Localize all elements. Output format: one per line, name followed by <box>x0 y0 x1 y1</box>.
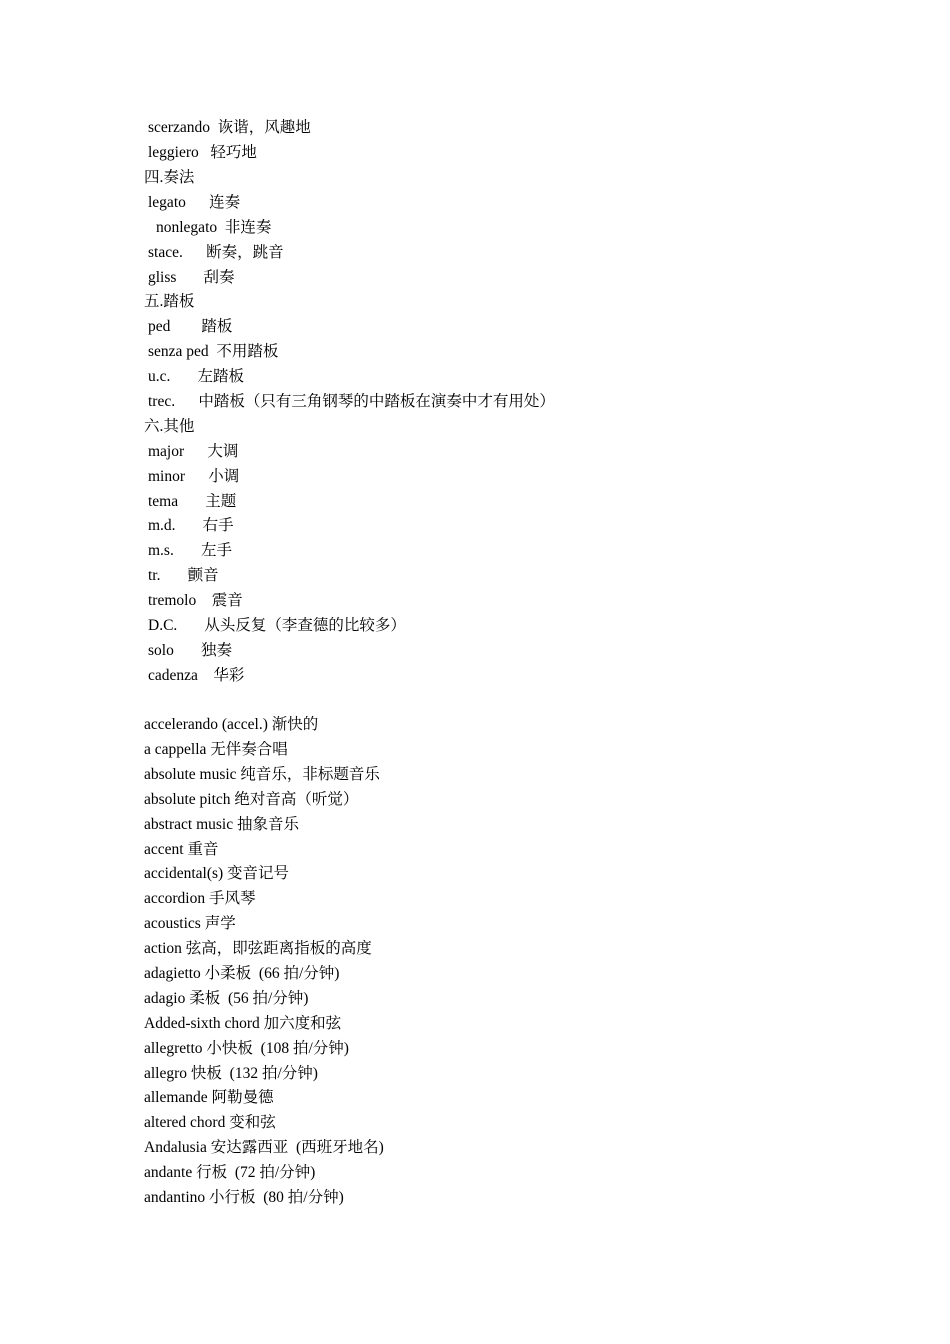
term-adagietto: adagietto 小柔板 (66 拍/分钟) <box>144 965 340 982</box>
term-tremolo: tremolo 震音 <box>148 592 243 609</box>
term-absolute-pitch: absolute pitch 绝对音高（听觉） <box>144 791 359 808</box>
term-major: major 大调 <box>148 443 239 460</box>
term-cadenza: cadenza 华彩 <box>148 667 245 684</box>
term-andantino: andantino 小行板 (80 拍/分钟) <box>144 1189 344 1206</box>
term-uc: u.c. 左踏板 <box>148 368 245 385</box>
term-scerzando: scerzando 诙谐，风趣地 <box>148 119 311 136</box>
term-tr: tr. 颤音 <box>148 567 219 584</box>
term-senza-ped: senza ped 不用踏板 <box>148 343 279 360</box>
term-andalusia: Andalusia 安达露西亚 (西班牙地名) <box>144 1139 384 1156</box>
term-stace: stace. 断奏，跳音 <box>148 244 284 261</box>
term-adagio: adagio 柔板 (56 拍/分钟) <box>144 990 309 1007</box>
term-andante: andante 行板 (72 拍/分钟) <box>144 1164 316 1181</box>
term-absolute-music: absolute music 纯音乐，非标题音乐 <box>144 766 380 783</box>
term-a-cappella: a cappella 无伴奏合唱 <box>144 741 288 758</box>
term-legato: legato 连奏 <box>148 194 241 211</box>
term-accent: accent 重音 <box>144 841 219 858</box>
term-abstract-music: abstract music 抽象音乐 <box>144 816 299 833</box>
term-solo: solo 独奏 <box>148 642 232 659</box>
term-ped: ped 踏板 <box>148 318 233 335</box>
term-accelerando: accelerando (accel.) 渐快的 <box>144 716 319 733</box>
section-heading-pedal: 五.踏板 <box>144 293 195 310</box>
term-allegretto: allegretto 小快板 (108 拍/分钟) <box>144 1040 349 1057</box>
term-added-sixth-chord: Added-sixth chord 加六度和弦 <box>144 1015 342 1032</box>
term-trec: trec. 中踏板（只有三角钢琴的中踏板在演奏中才有用处） <box>148 393 555 410</box>
term-md: m.d. 右手 <box>148 517 234 534</box>
term-altered-chord: altered chord 变和弦 <box>144 1114 276 1131</box>
term-allegro: allegro 快板 (132 拍/分钟) <box>144 1065 318 1082</box>
term-minor: minor 小调 <box>148 468 240 485</box>
term-gliss: gliss 刮奏 <box>148 269 235 286</box>
section-heading-performance: 四.奏法 <box>144 169 195 186</box>
term-tema: tema 主题 <box>148 493 237 510</box>
term-accordion: accordion 手风琴 <box>144 890 256 907</box>
term-allemande: allemande 阿勒曼德 <box>144 1089 274 1106</box>
term-dc: D.C. 从头反复（李查德的比较多） <box>148 617 406 634</box>
term-ms: m.s. 左手 <box>148 542 232 559</box>
term-nonlegato: nonlegato 非连奏 <box>156 219 272 236</box>
term-leggiero: leggiero 轻巧地 <box>148 144 257 161</box>
section-heading-other: 六.其他 <box>144 418 195 435</box>
term-acoustics: acoustics 声学 <box>144 915 236 932</box>
term-action: action 弦高，即弦距离指板的高度 <box>144 940 372 957</box>
term-accidentals: accidental(s) 变音记号 <box>144 865 290 882</box>
